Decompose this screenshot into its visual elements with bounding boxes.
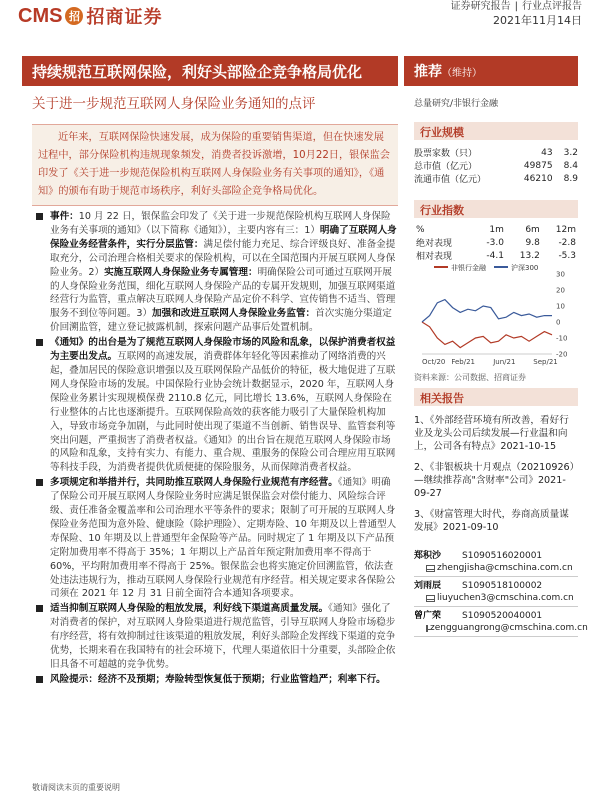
analyst-id: S1090516020001 (462, 551, 543, 561)
market-scale-table (414, 146, 578, 185)
table-header-row: % 1m 6m 12m (416, 225, 576, 235)
series-line (422, 300, 552, 322)
rating-band (404, 56, 578, 86)
related-heading: 相关报告 (414, 388, 578, 406)
related-reports-panel (414, 388, 578, 542)
x-tick-label: Jun/21 (493, 358, 516, 366)
mail-icon (426, 595, 435, 602)
mail-icon (426, 625, 428, 632)
y-tick-label: 10 (556, 302, 565, 311)
bullet-icon (36, 676, 43, 683)
y-tick-label: 30 (556, 270, 565, 279)
related-report-link[interactable]: 3、《财富管理大时代，券商高质量谋发展》2021-09-10 (414, 509, 569, 533)
y-tick-label: 20 (556, 286, 565, 295)
bullet-icon (36, 339, 43, 346)
paragraph-risk: 风险提示：经济不及预期；寿险转型恢复低于预期；行业监管趋严；利率下行。 (36, 673, 398, 687)
header-meta: 证券研究报告 | 行业点评报告 2021年11月14日 (450, 1, 582, 27)
index-table (414, 224, 578, 262)
legend-label: 非银行金融 (451, 264, 486, 272)
divider (414, 606, 578, 607)
body-text (36, 210, 398, 687)
logo-en: CMS (18, 4, 63, 27)
analyst-card (414, 610, 588, 637)
analyst-name: 郑积沙 (414, 551, 442, 561)
table-row: 相对表现 -4.1 13.2 -5.3 (416, 250, 576, 262)
legend-label: 沪深300 (511, 264, 539, 272)
analyst-email[interactable]: zhengjisha@cmschina.com.cn (437, 563, 573, 573)
table-row: 流通市值（亿元） 46210 8.9 (414, 173, 578, 185)
logo-cn: 招商证券 (86, 7, 163, 28)
report-subtitle: 关于进一步规范互联网人身保险业务通知的点评 (32, 96, 316, 112)
paragraph-impact: 适当抑制互联网人身保险的粗放发展，利好线下渠道高质量发展。《通知》强化了对消费者的保护，对互联网人身险渠道进行规范监管，引导互联网人身险市场稳步有序经营，将有效抑制过往该渠道的粗放发展，利好头部险企发挥线下渠道的竞争优势，长期来看在我国特有的社会环境下，代理人渠道依旧十分重要，头部险企依旧具备不可超越的竞争优势。 (36, 602, 398, 672)
report-type: 证券研究报告 (450, 1, 511, 12)
market-scale-panel (414, 122, 578, 185)
analyst-id: S1090520040001 (462, 611, 543, 621)
y-tick-label: -20 (556, 350, 568, 359)
table-row: 绝对表现 -3.0 9.8 -2.8 (416, 237, 576, 249)
summary-box: 近年来，互联网保险快速发展，成为保险的重要销售渠道，但在快速发展过程中，部分保险机构违规现象频发，消费者投诉激增，10月22日，银保监会印发了《关于进一步规范保险机构互联网人身保险业务有关事项的通知》，《通知》的颁布有助于规范市场秩序，利好头部险企竞争格局优化。 (32, 124, 398, 206)
bullet-icon (36, 605, 43, 612)
logo-mark-icon: 招 (65, 7, 83, 25)
analysts-panel (414, 550, 588, 640)
table-row: 股票家数（只） 43 3.2 (414, 147, 578, 159)
paragraph-measures: 多项规定和举措并行，共同助推互联网人身保险行业规范有序经营。《通知》明确了保险公司开展互联网人身保险业务时应满足银保监会对偿付能力、风险综合评级、责任准备金覆盖率和公司治理水平等条件的要求；限制了可开展的互联网人身保险业务范围为意外险、健康险（除护理险）、定期寿险、10 年期及以上普通型人寿保险、10 年期及以上普通型年金保险等产品。同时规定了 1 年期及以下产品预定附加费用率不得高于 35%；1 年期以上产品首年预定附加费用率不得高于 60%，平均附加费用率不得高于 25%。银保监会也将实施定价回溯监管，依法查处违法违规行为，推动互联网人身保险行业规范有序经营。相关规定要求各保险公司须在 2021 年 12 月 31 日前全面符合本通知各项要求。 (36, 476, 398, 601)
index-performance-chart (414, 262, 578, 372)
market-scale-heading: 行业规模 (414, 122, 578, 140)
footer-note: 敬请阅读末页的重要说明 (32, 783, 120, 792)
chart-source: 资料来源：公司数据、招商证券 (414, 373, 526, 382)
rating-label: 推荐 (414, 64, 442, 80)
divider (414, 576, 578, 577)
related-list (414, 414, 578, 534)
mail-icon (426, 565, 435, 572)
x-tick-label: Oct/20 (422, 358, 446, 366)
analyst-card (414, 550, 578, 577)
analyst-id: S1090518100002 (462, 581, 543, 591)
report-title: 持续规范互联网保险，利好头部险企竞争格局优化 (22, 56, 398, 86)
divider (414, 636, 578, 637)
analyst-card (414, 580, 578, 607)
analyst-team: 总量研究/非银行金融 (414, 99, 499, 109)
analyst-name: 曾广荣 (414, 611, 442, 621)
table-row: 总市值（亿元） 49875 8.4 (414, 160, 578, 172)
rating-sub: （维持） (442, 68, 482, 79)
analyst-email[interactable]: zengguangrong@cmschina.com.cn (430, 623, 588, 633)
bullet-icon (36, 479, 43, 486)
report-date: 2021年11月14日 (493, 14, 582, 27)
related-report-link[interactable]: 1、《外部经营环境有所改善，看好行业及龙头公司后续发展—行业温和向上，公司各有特点》2021-10-15 (414, 415, 569, 452)
paragraph-event: 事件：10 月 22 日，银保监会印发了《关于进一步规范保险机构互联网人身保险业务有关事项的通知》（以下简称《通知》），主要内容有三：1）明确了互联网人身保险业务经营条件，实行分层监管：满足偿付能力充足、综合评级良好、准备金提取充分，公司治理合格相关要求的保险机构，可以在全国范围内开展互联网人身保险业务。2）实施互联网人身保险业务专属管理：明确保险公司可通过互联网开展的人身保险业务范围，细化互联网人身保险产品的专属开发规则，加强互联网渠道经营行为监管，重点解决互联网人身保险产品定价不科学、宣传销售不适当、管理服务不到位等问题。3）加强和改进互联网人身保险业务监管：首次实施分渠道定价回溯监管，建立登记披露机制，探索问题产品事后处置机制。 (36, 210, 398, 335)
y-tick-label: -10 (556, 334, 568, 343)
report-kind: 行业点评报告 (522, 1, 582, 12)
analyst-name: 刘雨辰 (414, 581, 442, 591)
analyst-email[interactable]: liuyuchen3@cmschina.com.cn (437, 593, 574, 603)
bullet-icon (36, 213, 43, 220)
x-tick-label: Sep/21 (533, 358, 558, 366)
index-panel (414, 200, 578, 262)
paragraph-purpose: 《通知》的出台是为了规范互联网人身保险市场的风险和乱象，以保护消费者权益为主要出发点。互联网的高速发展，消费群体年轻化等因素推动了网络消费的兴起，叠加居民的保险意识增强以及互联网保险产品低价的特征，极大地促进了互联网人身保险市场的发展。中国保险行业协会统计数据显示，2020 年，互联网人身保险业务累计实现规模保费 2110.8 亿元，同比增长 13.6%，互联网人身保险在行业整体的占比也逐渐提升。互联网保险高效的获客能力吸引了大量保险机构加入，导致市场竞争加剧，与此同时使出现了渠道不当创新、销售误导、监管套利等突出问题，严重损害了消费者权益。《通知》的出台旨在规范互联网人身保险市场的风险和乱象，支持有实力、有能力、重合规、重服务的保险公司合理应用互联网等科技手段，为消费者提供优质便捷的保险服务，从而保障消费者权益。 (36, 336, 398, 475)
x-tick-label: Feb/21 (451, 358, 476, 366)
index-heading: 行业指数 (414, 200, 578, 218)
related-report-link[interactable]: 2、《非银板块十月观点（20210926）—继续推荐高"含财率"公司》2021-09-27 (414, 462, 575, 499)
series-line (422, 322, 552, 348)
logo (18, 2, 162, 30)
y-tick-label: 0 (556, 318, 561, 327)
